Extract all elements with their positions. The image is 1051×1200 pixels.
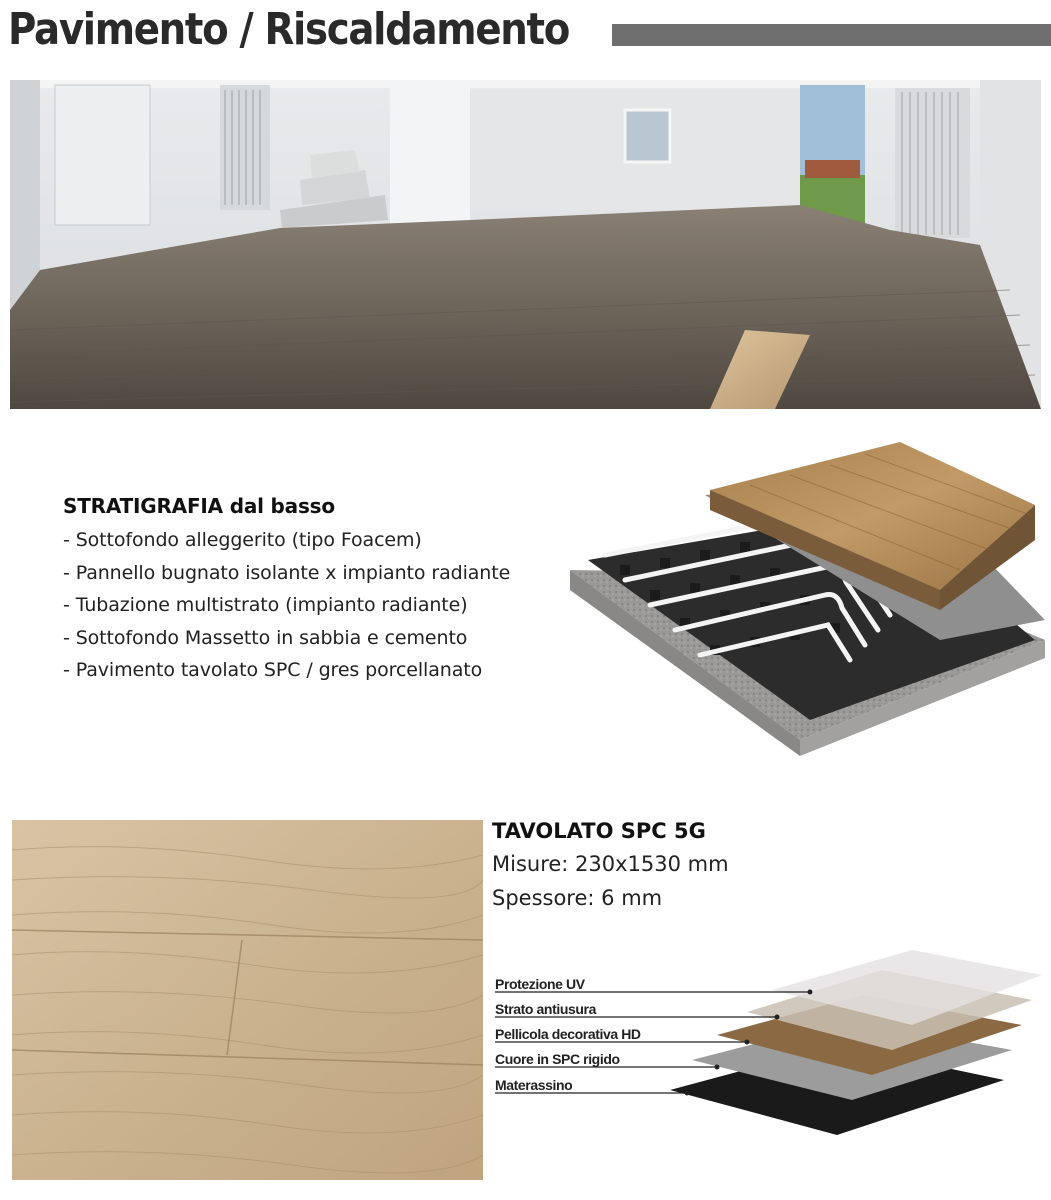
stratigrafia-list <box>63 524 510 687</box>
layer-label: Materassino <box>495 1077 573 1093</box>
spc-title: TAVOLATO SPC 5G <box>492 819 706 843</box>
list-item: - Pannello bugnato isolante x impianto radiante <box>63 561 511 584</box>
page-title: Pavimento / Riscaldamento <box>8 4 569 55</box>
list-item: - Pavimento tavolato SPC / gres porcellanato <box>63 659 483 681</box>
wood-floor-photo <box>12 820 483 1180</box>
layer-label: Cuore in SPC rigido <box>495 1051 620 1067</box>
layer-label: Strato antiusura <box>495 1001 596 1017</box>
layer-label: Protezione UV <box>495 976 585 992</box>
spc-info <box>492 815 729 915</box>
spc-thickness: Spessore: 6 mm <box>492 886 663 910</box>
stratigraphy-diagram <box>560 440 1046 756</box>
spc-dimensions: Misure: 230x1530 mm <box>492 852 729 876</box>
title-accent-bar <box>612 24 1051 46</box>
stratigrafia-section <box>63 494 510 687</box>
list-item: - Tubazione multistrato (impianto radiante) <box>63 594 468 616</box>
room-photo <box>10 80 1041 409</box>
spc-layers-diagram <box>492 940 1042 1140</box>
list-item: - Sottofondo alleggerito (tipo Foacem) <box>63 529 422 551</box>
stratigrafia-title: STRATIGRAFIA dal basso <box>63 494 335 518</box>
layer-label: Pellicola decorativa HD <box>495 1026 641 1042</box>
list-item: - Sottofondo Massetto in sabbia e cemento <box>63 626 468 649</box>
